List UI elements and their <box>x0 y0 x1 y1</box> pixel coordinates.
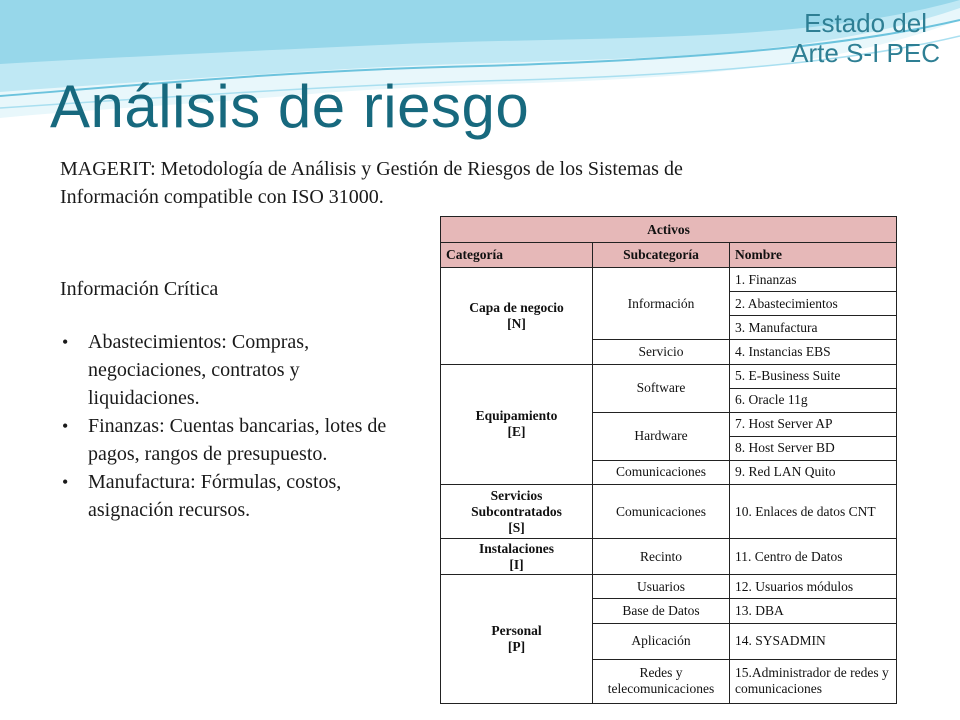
category-code: [S] <box>508 519 525 535</box>
subcategory-cell: Hardware <box>593 412 730 460</box>
subcategory-cell: Servicio <box>593 340 730 364</box>
asset-name-cell: 3. Manufactura <box>730 316 897 340</box>
asset-name-cell: 8. Host Server BD <box>730 436 897 460</box>
category-label: Capa de negocio <box>469 299 564 315</box>
subcategory-cell: Redes y telecomunicaciones <box>593 659 730 703</box>
assets-table <box>440 216 897 704</box>
category-cell <box>441 575 593 704</box>
asset-name-cell: 14. SYSADMIN <box>730 623 897 659</box>
subcategory-cell: Comunicaciones <box>593 460 730 484</box>
subcategory-cell: Aplicación <box>593 623 730 659</box>
header-subcategory: Subcategoría <box>593 243 730 268</box>
table-title: Activos <box>441 217 897 243</box>
subcategory-cell: Usuarios <box>593 575 730 599</box>
asset-name-cell: 5. E-Business Suite <box>730 364 897 388</box>
bullet-item: • Manufactura: Fórmulas, costos, asignación recursos. <box>60 468 410 524</box>
category-cell <box>441 539 593 575</box>
asset-name-cell: 13. DBA <box>730 599 897 623</box>
category-code: [E] <box>507 424 526 440</box>
corner-title-line1: Estado del <box>804 8 928 38</box>
category-code: [N] <box>507 315 526 331</box>
asset-name-cell: 2. Abastecimientos <box>730 292 897 316</box>
category-code: [P] <box>507 639 526 655</box>
subcategory-cell: Comunicaciones <box>593 485 730 539</box>
subcategory-cell: Recinto <box>593 539 730 575</box>
subcategory-cell: Base de Datos <box>593 599 730 623</box>
category-label: Equipamiento <box>475 408 558 424</box>
intro-line-1: MAGERIT: Metodología de Análisis y Gestión de Riesgos de los Sistemas de <box>60 158 683 180</box>
subcategory-cell: Información <box>593 268 730 340</box>
bullet-list <box>60 328 410 524</box>
asset-name-cell: 4. Instancias EBS <box>730 340 897 364</box>
subcategory-cell: Software <box>593 364 730 412</box>
header-category: Categoría <box>441 243 593 268</box>
category-cell <box>441 485 593 539</box>
header-name: Nombre <box>730 243 897 268</box>
category-label: Personal <box>491 623 542 639</box>
category-cell <box>441 268 593 364</box>
category-code: [I] <box>509 556 524 572</box>
corner-title <box>791 8 940 68</box>
page-title: Análisis de riesgo <box>50 73 530 140</box>
asset-name-cell: 15.Administrador de redes y comunicaciones <box>730 659 897 703</box>
intro-line-2: Información compatible con ISO 31000. <box>60 186 384 208</box>
intro-text <box>60 155 860 211</box>
asset-name-cell: 7. Host Server AP <box>730 412 897 436</box>
asset-name-cell: 6. Oracle 11g <box>730 388 897 412</box>
asset-name-cell: 9. Red LAN Quito <box>730 460 897 484</box>
category-label: Instalaciones <box>478 540 554 556</box>
corner-title-line2: Arte S-I PEC <box>791 38 940 68</box>
bullet-item: • Finanzas: Cuentas bancarias, lotes de pagos, rangos de presupuesto. <box>60 412 410 468</box>
bullet-item: • Abastecimientos: Compras, negociaciones, contratos y liquidaciones. <box>60 328 410 412</box>
asset-name-cell: 12. Usuarios módulos <box>730 575 897 599</box>
asset-name-cell: 1. Finanzas <box>730 268 897 292</box>
section-label: Información Crítica <box>60 278 219 300</box>
asset-name-cell: 11. Centro de Datos <box>730 539 897 575</box>
category-cell <box>441 364 593 484</box>
asset-name-cell: 10. Enlaces de datos CNT <box>730 485 897 539</box>
category-label: Servicios Subcontratados <box>471 487 562 519</box>
